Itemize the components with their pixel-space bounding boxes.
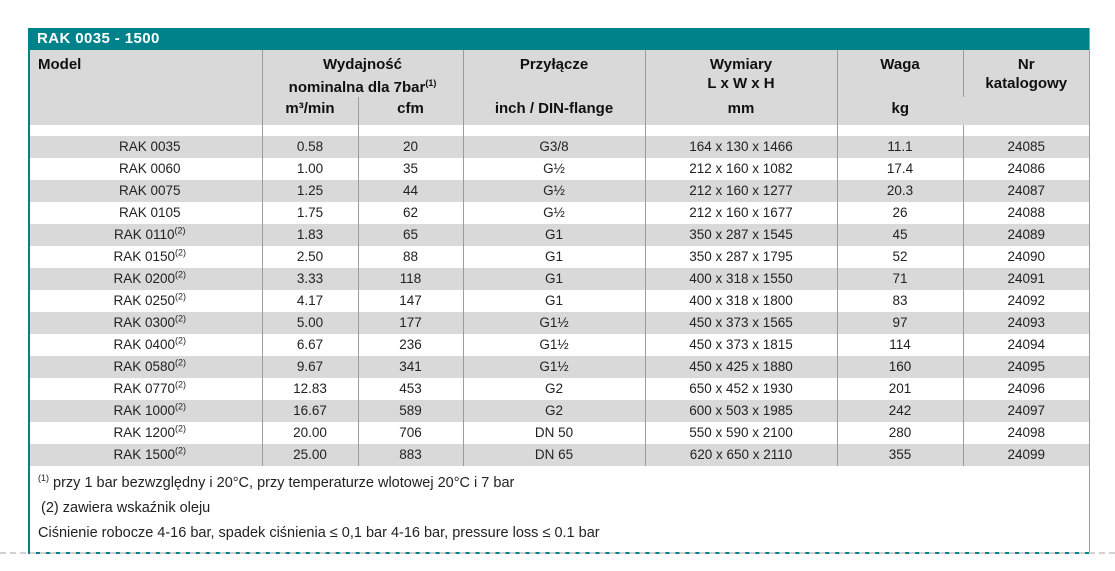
table-row: [30, 400, 1089, 422]
cell-connection: G½: [463, 158, 645, 180]
header-unit-m3min: m³/min: [262, 97, 358, 125]
cell-weight: 83: [837, 290, 963, 312]
cell-catalog-number: 24096: [963, 378, 1089, 400]
table-row: [30, 356, 1089, 378]
cell-cfm: 589: [358, 400, 463, 422]
cell-cfm: 341: [358, 356, 463, 378]
cell-model: RAK 0150$^{(2)}$: [30, 246, 262, 268]
cell-connection: G1½: [463, 356, 645, 378]
cell-m3min: 2.50: [262, 246, 358, 268]
cell-dimensions: 350 x 287 x 1795: [645, 246, 837, 268]
cell-weight: 97: [837, 312, 963, 334]
footnote-ref-2: (2): [175, 313, 187, 324]
cell-model: RAK 1500$^{(2)}$: [30, 444, 262, 466]
header-unit-connection: inch / DIN-flange: [463, 97, 645, 125]
cell-cfm: 236: [358, 334, 463, 356]
cell-model: RAK 1200$^{(2)}$: [30, 422, 262, 444]
table-row: [30, 312, 1089, 334]
cell-model: RAK 1000$^{(2)}$: [30, 400, 262, 422]
cell-m3min: 6.67: [262, 334, 358, 356]
cell-weight: 11.1: [837, 136, 963, 158]
cell-connection: G1½: [463, 334, 645, 356]
cell-dimensions: 450 x 373 x 1815: [645, 334, 837, 356]
cell-cfm: 62: [358, 202, 463, 224]
footnote-ref-2: (2): [174, 225, 186, 236]
cell-weight: 355: [837, 444, 963, 466]
cell-connection: G2: [463, 400, 645, 422]
cell-catalog-number: 24088: [963, 202, 1089, 224]
cell-cfm: 177: [358, 312, 463, 334]
cell-m3min: 25.00: [262, 444, 358, 466]
cell-dimensions: 400 x 318 x 1800: [645, 290, 837, 312]
table-row: [30, 444, 1089, 466]
cell-model: RAK 0110$^{(2)}$: [30, 224, 262, 246]
cell-weight: 45: [837, 224, 963, 246]
header-weight: Waga: [837, 50, 963, 97]
cell-connection: G2: [463, 378, 645, 400]
footnote-ref-2: (2): [175, 423, 187, 434]
cell-cfm: 118: [358, 268, 463, 290]
cell-weight: 160: [837, 356, 963, 378]
cell-dimensions: 212 x 160 x 1677: [645, 202, 837, 224]
cell-weight: 52: [837, 246, 963, 268]
cell-cfm: 883: [358, 444, 463, 466]
table-body: [30, 125, 1089, 466]
cell-dimensions: 400 x 318 x 1550: [645, 268, 837, 290]
cell-catalog-number: 24087: [963, 180, 1089, 202]
cell-m3min: 1.00: [262, 158, 358, 180]
footnote-ref-2: (2): [175, 247, 187, 258]
cell-weight: 71: [837, 268, 963, 290]
cell-model: RAK 0075: [30, 180, 262, 202]
footnote-3: Ciśnienie robocze 4-16 bar, spadek ciśnienia ≤ 0,1 bar 4-16 bar, pressure loss ≤ 0.1 bar: [38, 525, 600, 541]
header-model: Model: [30, 50, 262, 125]
cell-connection: DN 50: [463, 422, 645, 444]
cell-m3min: 20.00: [262, 422, 358, 444]
table-row: [30, 180, 1089, 202]
spec-table: [30, 50, 1089, 466]
table-row: [30, 334, 1089, 356]
header-catalog-number: Nr katalogowy: [963, 50, 1089, 125]
cell-weight: 26: [837, 202, 963, 224]
cell-cfm: 65: [358, 224, 463, 246]
cell-model: RAK 0770$^{(2)}$: [30, 378, 262, 400]
table-title-bar: [30, 28, 1089, 50]
footnote-ref-1: (1): [425, 78, 437, 88]
cell-dimensions: 164 x 130 x 1466: [645, 136, 837, 158]
footnote-ref-2: (2): [175, 291, 187, 302]
cell-catalog-number: 24093: [963, 312, 1089, 334]
footnote-1: $^{(1)}$ przy 1 bar bezwzględny i 20°C, przy temperaturze wlotowej 20°C i 7 bar: [38, 473, 515, 491]
footnote-ref-2: (2): [175, 357, 187, 368]
cell-m3min: 16.67: [262, 400, 358, 422]
cell-dimensions: 450 x 373 x 1565: [645, 312, 837, 334]
cell-cfm: 44: [358, 180, 463, 202]
table-row: [30, 290, 1089, 312]
page-title: RAK 0035 - 1500: [37, 30, 160, 47]
cell-connection: G½: [463, 202, 645, 224]
cell-m3min: 9.67: [262, 356, 358, 378]
cell-weight: 242: [837, 400, 963, 422]
footnote-ref-2: (2): [175, 269, 187, 280]
cell-cfm: 35: [358, 158, 463, 180]
cell-m3min: 0.58: [262, 136, 358, 158]
cell-dimensions: 650 x 452 x 1930: [645, 378, 837, 400]
table-footnotes: [30, 466, 1089, 552]
cell-model: RAK 0400$^{(2)}$: [30, 334, 262, 356]
cell-dimensions: 550 x 590 x 2100: [645, 422, 837, 444]
cell-catalog-number: 24091: [963, 268, 1089, 290]
footnote-ref-2: (2): [175, 445, 187, 456]
cell-cfm: 453: [358, 378, 463, 400]
header-capacity: Wydajność nominalna dla 7bar$^{(1)}$: [262, 50, 463, 97]
cell-connection: G1: [463, 268, 645, 290]
cell-catalog-number: 24094: [963, 334, 1089, 356]
cell-catalog-number: 24085: [963, 136, 1089, 158]
cell-model: RAK 0035: [30, 136, 262, 158]
cell-connection: G1: [463, 246, 645, 268]
table-row: [30, 422, 1089, 444]
cell-m3min: 1.25: [262, 180, 358, 202]
cell-catalog-number: 24086: [963, 158, 1089, 180]
cell-dimensions: 212 x 160 x 1082: [645, 158, 837, 180]
header-unit-cfm: cfm: [358, 97, 463, 125]
header-unit-mm: mm: [645, 97, 837, 125]
cell-connection: G½: [463, 180, 645, 202]
cell-catalog-number: 24090: [963, 246, 1089, 268]
cell-cfm: 706: [358, 422, 463, 444]
cell-catalog-number: 24092: [963, 290, 1089, 312]
cell-model: RAK 0060: [30, 158, 262, 180]
table-row: [30, 224, 1089, 246]
cell-dimensions: 350 x 287 x 1545: [645, 224, 837, 246]
header-body-gap: [30, 125, 1089, 136]
cell-dimensions: 212 x 160 x 1277: [645, 180, 837, 202]
cell-model: RAK 0250$^{(2)}$: [30, 290, 262, 312]
cell-cfm: 147: [358, 290, 463, 312]
table-row: [30, 136, 1089, 158]
table-row: [30, 268, 1089, 290]
cell-model: RAK 0300$^{(2)}$: [30, 312, 262, 334]
cell-weight: 20.3: [837, 180, 963, 202]
cell-weight: 280: [837, 422, 963, 444]
cell-dimensions: 450 x 425 x 1880: [645, 356, 837, 378]
footnote-2: (2) zawiera wskaźnik oleju: [41, 500, 211, 516]
page-separator-dotted-line: [0, 552, 1115, 554]
cell-catalog-number: 24098: [963, 422, 1089, 444]
cell-m3min: 12.83: [262, 378, 358, 400]
cell-m3min: 5.00: [262, 312, 358, 334]
cell-model: RAK 0580$^{(2)}$: [30, 356, 262, 378]
header-dimensions: Wymiary L x W x H: [645, 50, 837, 97]
cell-cfm: 20: [358, 136, 463, 158]
cell-connection: G1: [463, 224, 645, 246]
cell-catalog-number: 24095: [963, 356, 1089, 378]
table-row: [30, 202, 1089, 224]
cell-weight: 201: [837, 378, 963, 400]
cell-connection: G1½: [463, 312, 645, 334]
cell-dimensions: 620 x 650 x 2110: [645, 444, 837, 466]
cell-connection: G1: [463, 290, 645, 312]
footnote-ref-2: (2): [175, 401, 187, 412]
table-row: [30, 246, 1089, 268]
table-header: [30, 50, 1089, 125]
header-unit-kg: kg: [837, 97, 963, 125]
cell-catalog-number: 24089: [963, 224, 1089, 246]
cell-cfm: 88: [358, 246, 463, 268]
spec-table-frame: [28, 28, 1090, 554]
footnote-ref-2: (2): [175, 335, 187, 346]
header-connection: Przyłącze: [463, 50, 645, 97]
table-row: [30, 378, 1089, 400]
cell-connection: DN 65: [463, 444, 645, 466]
table-row: [30, 158, 1089, 180]
cell-catalog-number: 24097: [963, 400, 1089, 422]
cell-dimensions: 600 x 503 x 1985: [645, 400, 837, 422]
cell-connection: G3/8: [463, 136, 645, 158]
cell-m3min: 1.83: [262, 224, 358, 246]
cell-m3min: 1.75: [262, 202, 358, 224]
cell-m3min: 4.17: [262, 290, 358, 312]
cell-m3min: 3.33: [262, 268, 358, 290]
footnote-ref-2: (2): [175, 379, 187, 390]
cell-weight: 114: [837, 334, 963, 356]
cell-model: RAK 0105: [30, 202, 262, 224]
cell-model: RAK 0200$^{(2)}$: [30, 268, 262, 290]
cell-catalog-number: 24099: [963, 444, 1089, 466]
cell-weight: 17.4: [837, 158, 963, 180]
